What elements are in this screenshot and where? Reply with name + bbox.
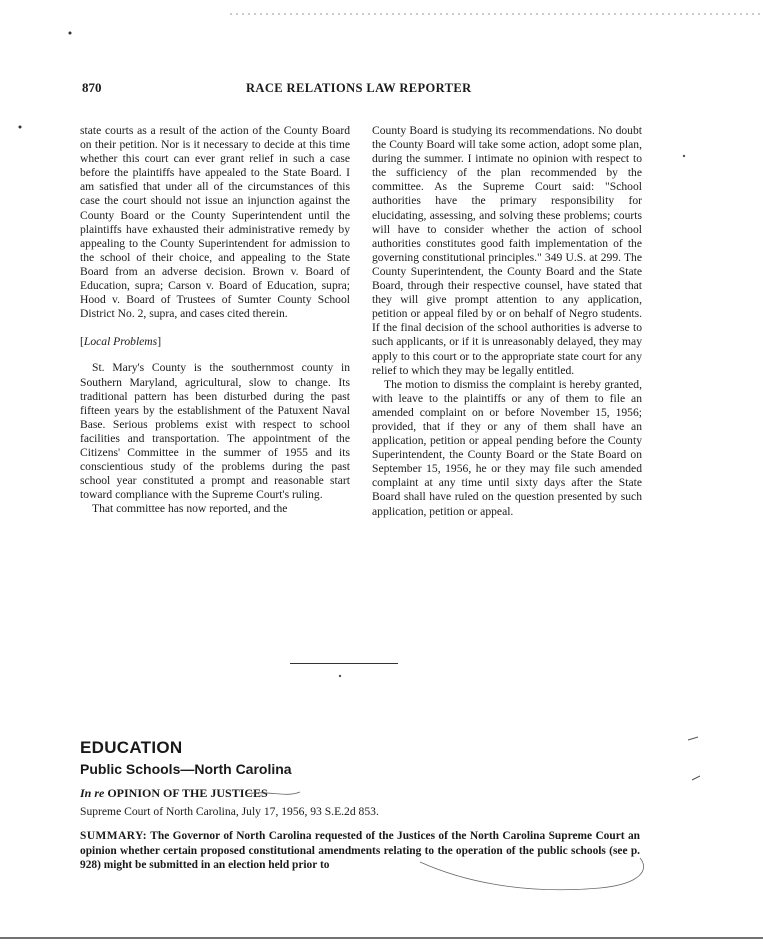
scan-margin-mark	[692, 776, 700, 780]
right-column	[372, 124, 642, 519]
left-paragraph-2: St. Mary's County is the southernmost county in Southern Maryland, agricultural, slow to change. Its traditional pattern has been disturbed during the past fifteen years by the establishment of the Patuxent Naval Base. Serious problems exist with respect to school facilities and transportation. The appointment of the Citizens' Committee in the summer of 1955 and its conscientious study of the problems during the past school year constituted a prompt and reasonable start toward compliance with the Supreme Court's ruling.	[80, 361, 350, 502]
case-citation: Supreme Court of North Carolina, July 17, 1956, 93 S.E.2d 853.	[80, 805, 379, 818]
left-paragraph-1: state courts as a result of the action of the County Board on their petition. Nor is it necessary to decide at this time whether this court can ever grant relief in such a case before the plaintiffs have appealed to the State Board. I am satisfied that under all of the circumstances of this case the court should not issue an injunction against the County Board or the County Superintendent until the plaintiffs have exhausted their administrative remedy by appealing to the County Superintendent for admission to the school of their choice, and appealing to the State Board from an adverse decision. Brown v. Board of Education, supra; Carson v. Board of Education, supra; Hood v. Board of Trustees of Sumter County School District No. 2, supra, and cases cited therein.	[80, 124, 350, 321]
running-head: RACE RELATIONS LAW REPORTER	[246, 81, 472, 95]
page-number: 870	[82, 80, 102, 95]
scan-speck	[683, 155, 685, 157]
section-divider	[290, 663, 398, 664]
scan-speck	[339, 675, 341, 677]
scan-margin-mark	[688, 737, 698, 740]
right-paragraph-1: County Board is studying its recommendations. No doubt the County Board will take some action, adopt some plan, during the summer. I intimate no opinion with respect to the sufficiency of the plan recommended by the committee. As the Supreme Court said: "School authorities have the primary responsibility for elucidating, assessing, and solving these problems; courts will have to consider whether the action of school authorities constitutes good faith implementation of the governing constitutional principles." 349 U.S. at 299. The County Superintendent, the County Board and the State Board, through their respective counsel, have stated that they will give prompt attention to any application, petition or appeal filed by or on behalf of Negro students. If the final decision of the school authorities is adverse to such applicants, or if it is unreasonably delayed, they may apply to this court or to the appropriate state court for any relief to which they may be legally entitled.	[372, 124, 642, 377]
right-paragraph-2: The motion to dismiss the complaint is hereby granted, with leave to the plaintiffs or any of them to file an amended complaint on or before November 15, 1956; provided, that if they or any of them shall have an application, petition or appeal pending before the County Superintendent, the County Board or the State Board on September 15, 1956, he or they may file such amended complaint at any time until sixty days after the State Board shall have ruled on the question presented by such application, petition or appeal.	[372, 377, 642, 518]
case-prefix: In re	[80, 786, 105, 800]
summary-label: SUMMARY:	[80, 830, 148, 842]
summary-text: The Governor of North Carolina requested of the Justices of the North Carolina Supreme Court an opinion whether certain proposed constitutional amendments relating to the operation of the public schools (see p. 928) might be submitted in an election held prior to	[80, 830, 640, 871]
subhead-local-problems: [Local Problems]	[80, 335, 162, 349]
section-heading: EDUCATION	[80, 738, 183, 757]
case-title	[80, 786, 268, 801]
subhead-text: Local Problems	[83, 335, 158, 349]
section-subheading: Public Schools—North Carolina	[80, 761, 292, 777]
scan-speck	[69, 32, 72, 35]
scan-speck	[19, 126, 22, 129]
left-column	[80, 124, 350, 516]
left-paragraph-3: That committee has now reported, and the	[92, 502, 288, 516]
summary	[80, 829, 640, 873]
case-name: OPINION OF THE JUSTICES	[107, 786, 268, 800]
